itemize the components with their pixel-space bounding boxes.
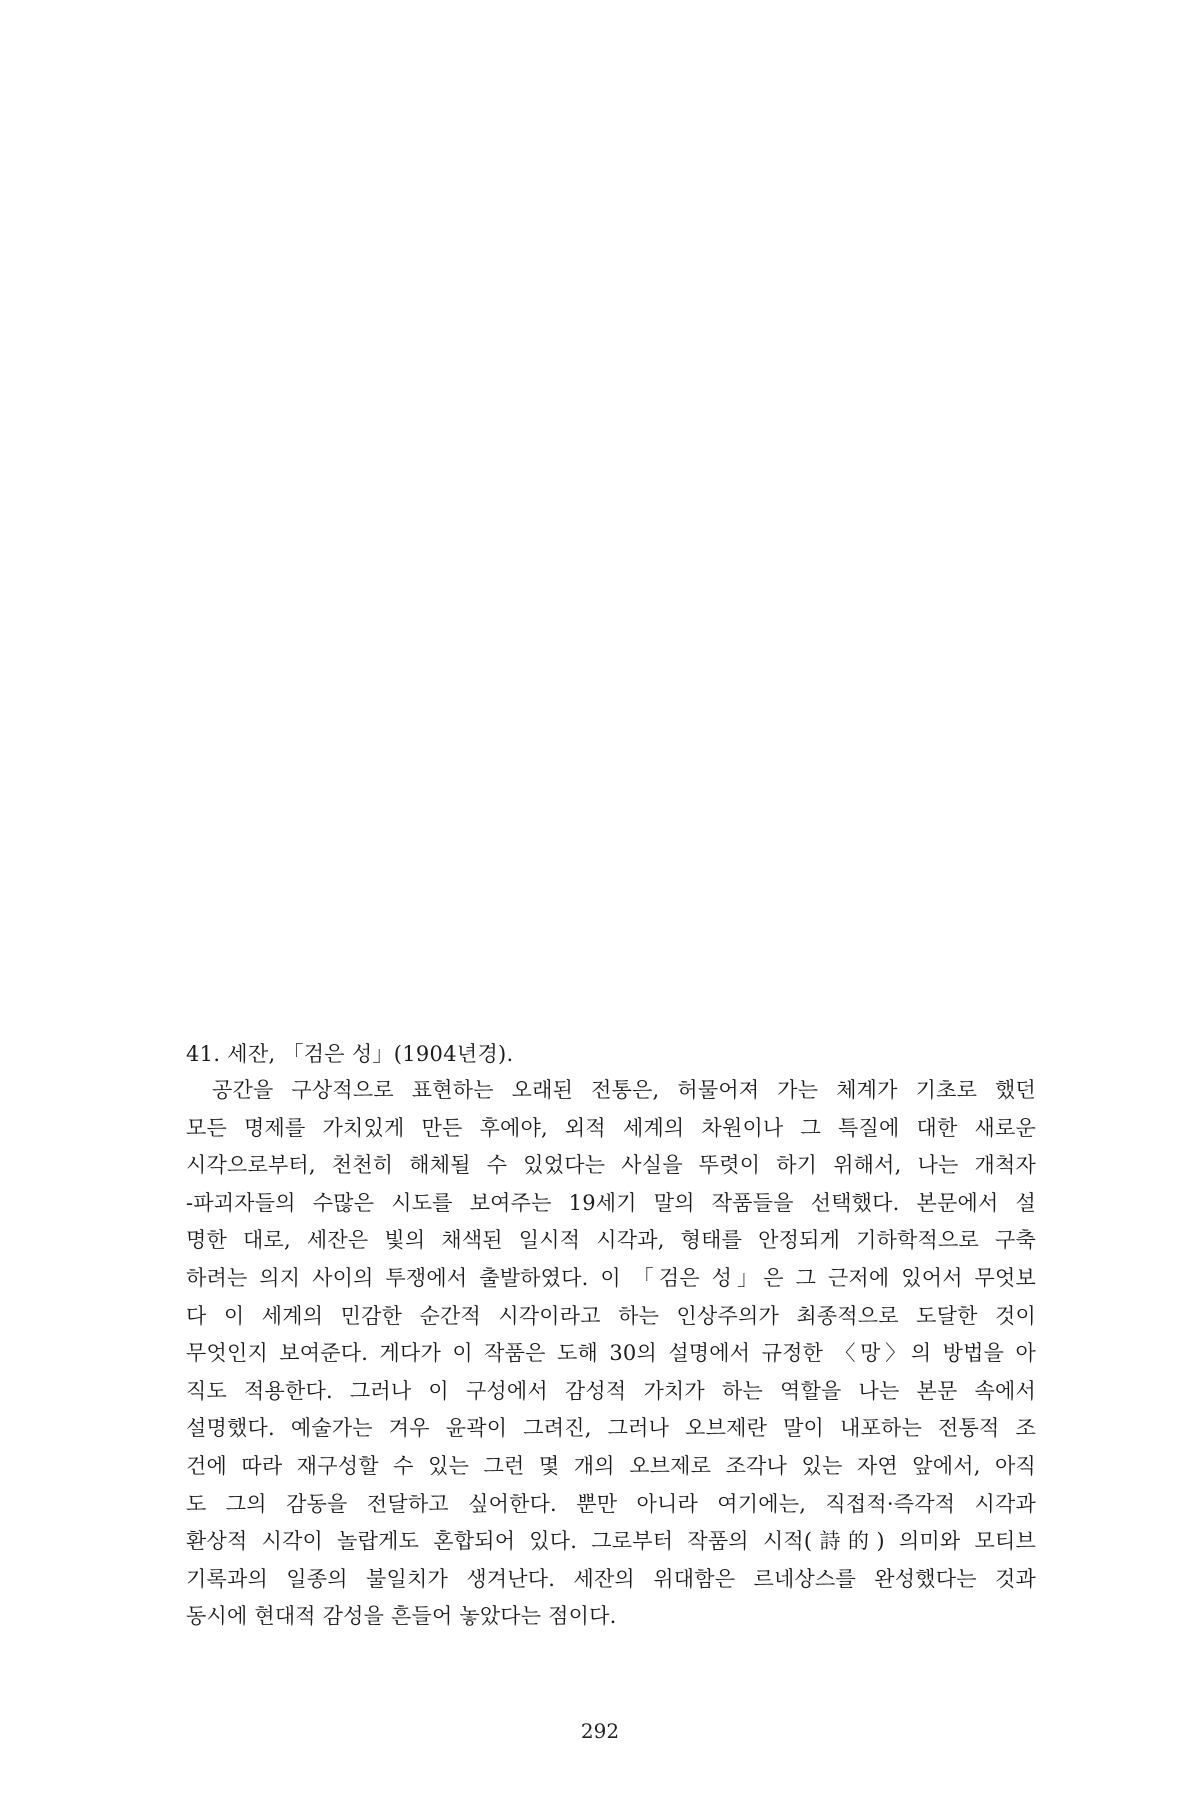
caption-line: -파괴자들의 수많은 시도를 보여주는 19세기 말의 작품들을 선택했다. 본문에서 설 bbox=[186, 1190, 1036, 1215]
caption-line: 공간을 구상적으로 표현하는 오래된 전통은, 허물어져 가는 체계가 기초로 했던 bbox=[212, 1078, 1036, 1102]
caption-line: 도 그의 감동을 전달하고 싶어한다. 뿐만 아니라 여기에는, 직접적·즉각적 시각과 bbox=[186, 1491, 1036, 1516]
caption-line: 환상적 시각이 놀랍게도 혼합되어 있다. 그로부터 작품의 시적(詩的) 의미와 모티브 bbox=[186, 1529, 1036, 1554]
caption-line: 설명했다. 예술가는 겨우 윤곽이 그려진, 그러나 오브제란 말이 내포하는 전통적 조 bbox=[186, 1416, 1036, 1441]
caption-line: 시각으로부터, 천천히 해체될 수 있었다는 사실을 뚜렷이 하기 위해서, 나는 개척자 bbox=[186, 1153, 1036, 1178]
caption-line: 건에 따라 재구성할 수 있는 그런 몇 개의 오브제로 조각나 있는 자연 앞에서, 아직 bbox=[186, 1453, 1036, 1478]
caption-body bbox=[186, 1072, 1036, 1636]
caption-line: 모든 명제를 가치있게 만든 후에야, 외적 세계의 차원이나 그 특질에 대한 새로운 bbox=[186, 1115, 1036, 1140]
caption-line: 다 이 세계의 민감한 순간적 시각이라고 하는 인상주의가 최종적으로 도달한 것이 bbox=[186, 1303, 1036, 1328]
caption-title: 41. 세잔, 「검은 성」(1904년경). bbox=[186, 1042, 514, 1066]
caption-line: 동시에 현대적 감성을 흔들어 놓았다는 점이다. bbox=[186, 1604, 617, 1629]
caption-line: 하려는 의지 사이의 투쟁에서 출발하였다. 이 「검은 성」은 그 근저에 있어서 무엇보 bbox=[186, 1265, 1036, 1290]
caption-line: 명한 대로, 세잔은 빛의 채색된 일시적 시각과, 형태를 안정되게 기하학적으로 구축 bbox=[186, 1228, 1036, 1253]
figure-caption bbox=[186, 1036, 1036, 1636]
caption-line: 기록과의 일종의 불일치가 생겨난다. 세잔의 위대함은 르네상스를 완성했다는 것과 bbox=[186, 1566, 1036, 1591]
caption-line: 무엇인지 보여준다. 게다가 이 작품은 도해 30의 설명에서 규정한 〈망〉의 방법을 아 bbox=[186, 1341, 1036, 1366]
caption-line: 직도 적용한다. 그러나 이 구성에서 감성적 가치가 하는 역할을 나는 본문 속에서 bbox=[186, 1378, 1036, 1403]
page-number: 292 bbox=[580, 1719, 620, 1743]
